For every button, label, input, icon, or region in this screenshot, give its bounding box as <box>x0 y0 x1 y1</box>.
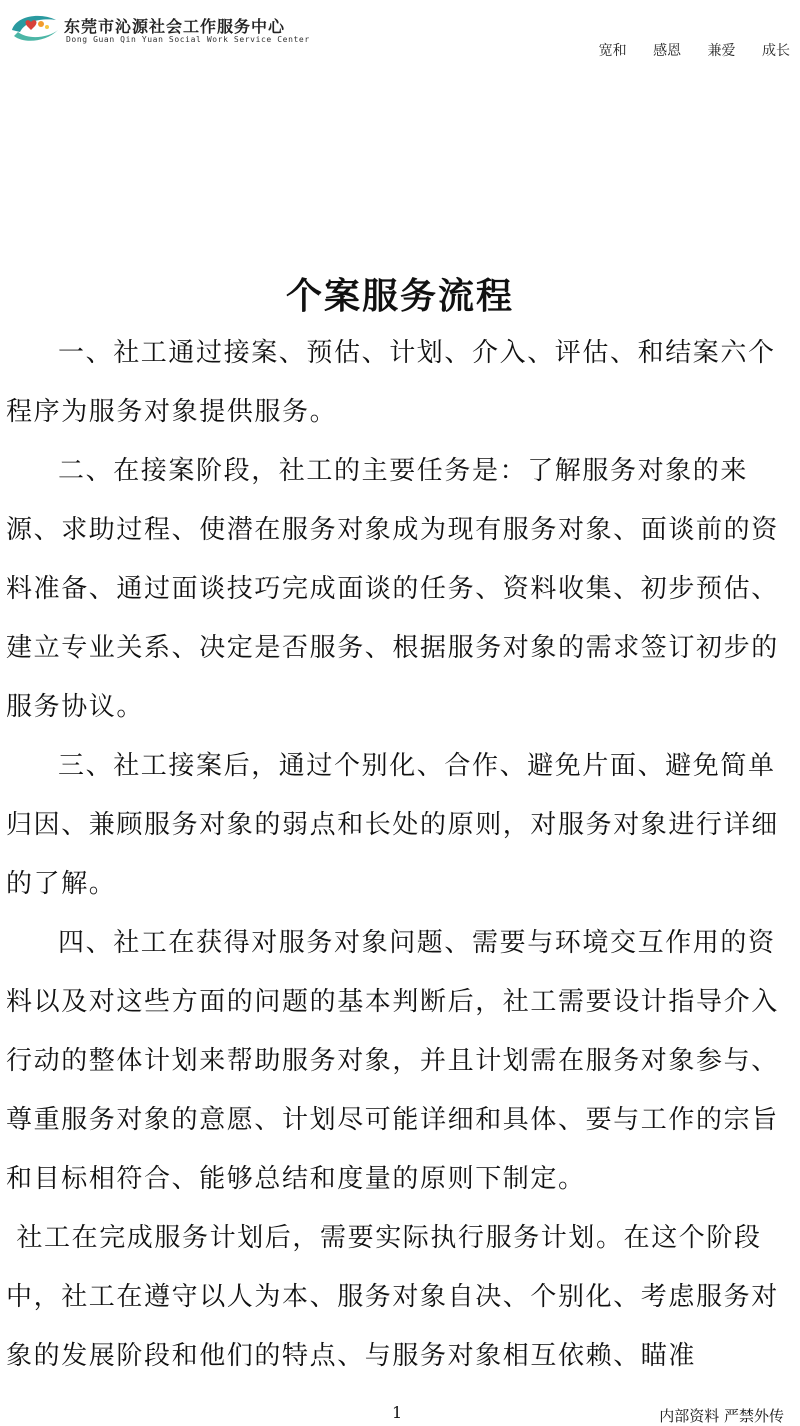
document-body <box>6 324 796 1386</box>
page-number: 1 <box>392 1403 403 1422</box>
confidential-note: 内部资料 严禁外传 <box>659 1407 784 1425</box>
motto-item: 兼爱 <box>707 43 736 59</box>
paragraph: 三、社工接案后，通过个别化、合作、避免片面、避免简单归因、兼顾服务对象的弱点和长处的原则，对服务对象进行详细的了解。 <box>6 751 779 899</box>
page-header <box>0 0 800 70</box>
motto-item: 成长 <box>762 43 790 59</box>
paragraph: 四、社工在获得对服务对象问题、需要与环境交互作用的资料以及对这些方面的问题的基本判断后，社工需要设计指导介入行动的整体计划来帮助服务对象，并且计划需在服务对象参与、尊重服务对象的意愿、计划尽可能详细和具体、要与工作的宗旨和目标相符合、能够总结和度量的原则下制定。 <box>6 928 779 1194</box>
org-logo <box>10 10 60 44</box>
motto-item: 感恩 <box>653 43 682 59</box>
paragraph: 一、社工通过接案、预估、计划、介入、评估、和结案六个程序为服务对象提供服务。 <box>6 338 776 427</box>
org-name-english: Dong Guan Qin Yuan Social Work Service Center <box>66 35 310 44</box>
document-title: 个案服务流程 <box>285 275 514 317</box>
motto-item: 宽和 <box>598 43 627 59</box>
paragraph: 社工在完成服务计划后，需要实际执行服务计划。在这个阶段中，社工在遵守以人为本、服务对象自决、个别化、考虑服务对象的发展阶段和他们的特点、与服务对象相互依赖、瞄准 <box>6 1223 779 1371</box>
motto <box>577 40 790 60</box>
org-name: 东莞市沁源社会工作服务中心 <box>64 17 286 36</box>
paragraph: 二、在接案阶段，社工的主要任务是：了解服务对象的来源、求助过程、使潜在服务对象成为现有服务对象、面谈前的资料准备、通过面谈技巧完成面谈的任务、资料收集、初步预估、建立专业关系、决定是否服务、根据服务对象的需求签订初步的服务协议。 <box>6 456 779 722</box>
